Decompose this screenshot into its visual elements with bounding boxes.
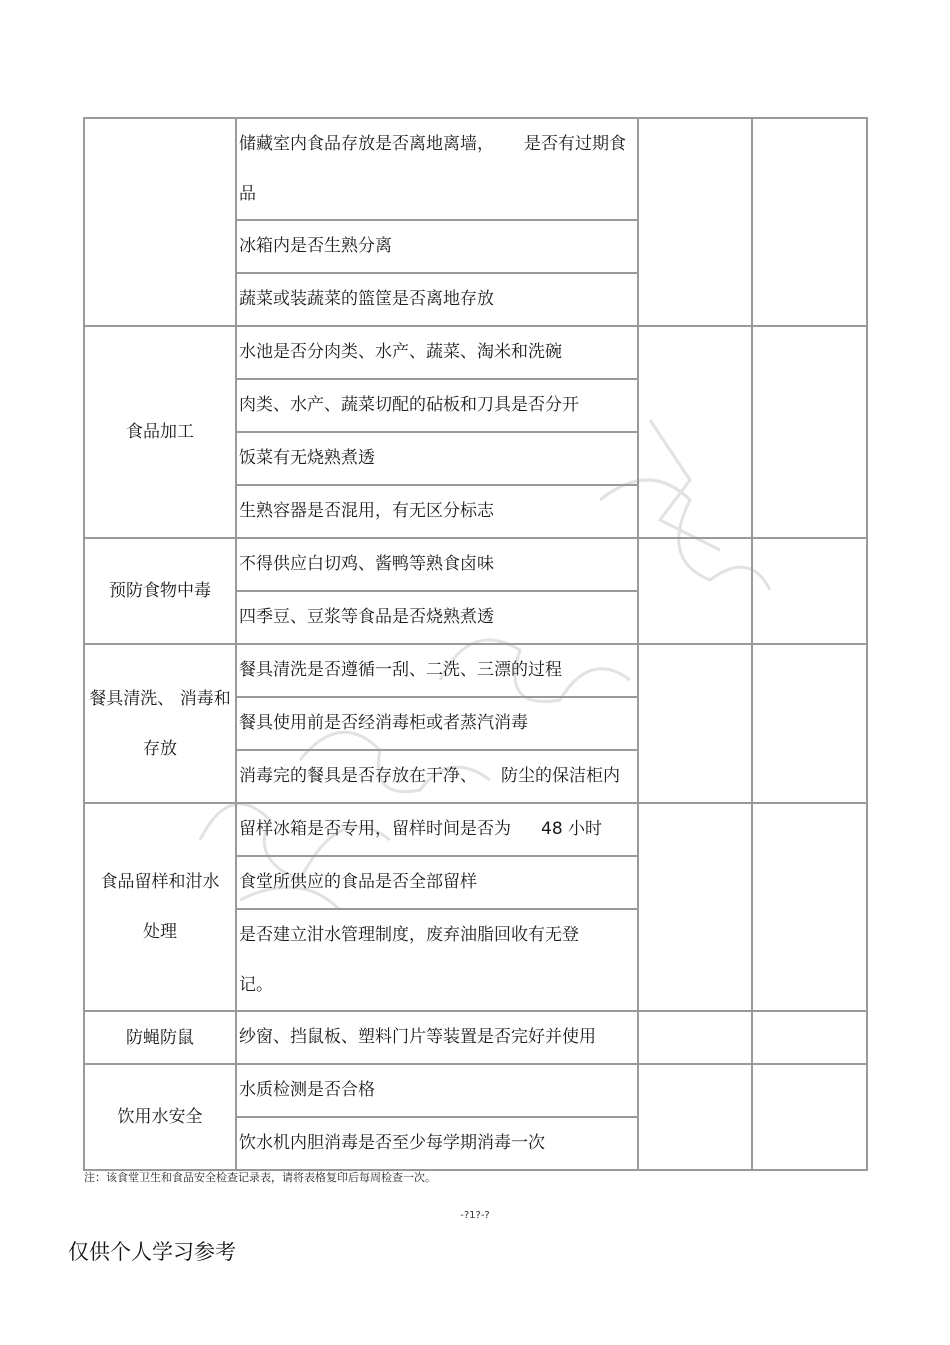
category-cell: 预防食物中毒 [84, 538, 236, 644]
result-cell [638, 644, 752, 803]
table-row [84, 803, 867, 856]
check-item: 水池是否分肉类、水产、蔬菜、淘米和洗碗 [236, 326, 638, 379]
check-item: 肉类、水产、蔬菜切配的砧板和刀具是否分开 [236, 379, 638, 432]
table-row [84, 118, 867, 220]
remark-cell [752, 118, 867, 326]
check-item: 饭菜有无烧熟煮透 [236, 432, 638, 485]
table-note: 注：该食堂卫生和食品安全检查记录表，请将表格复印后每周检查一次。 [84, 1171, 436, 1184]
check-item: 不得供应白切鸡、酱鸭等熟食卤味 [236, 538, 638, 591]
category-cell [84, 118, 236, 326]
category-label-line: 食品留样和泔水 [100, 872, 220, 892]
category-label-line: 处理 [143, 922, 177, 942]
table-row [84, 1064, 867, 1117]
category-cell [84, 803, 236, 1011]
check-item: 是否建立泔水管理制度，废弃油脂回收有无登记。 [236, 909, 638, 1011]
category-label-line: 存放 [143, 738, 177, 759]
check-item: 储藏室内食品存放是否离地离墙， 是否有过期食品 [236, 118, 638, 220]
remark-cell [752, 538, 867, 644]
result-cell [638, 118, 752, 326]
category-cell: 防蝇防鼠 [84, 1011, 236, 1064]
remark-cell [752, 803, 867, 1011]
check-item: 饮水机内胆消毒是否至少每学期消毒一次 [236, 1117, 638, 1170]
remark-cell [752, 1011, 867, 1064]
result-cell [638, 803, 752, 1011]
footer-disclaimer: 仅供个人学习参考 [68, 1240, 236, 1264]
table-row [84, 1011, 867, 1064]
check-item: 生熟容器是否混用，有无区分标志 [236, 485, 638, 538]
check-item: 餐具清洗是否遵循一刮、二洗、三漂的过程 [236, 644, 638, 697]
check-item: 冰箱内是否生熟分离 [236, 220, 638, 273]
page-number: -?1?-? [460, 1210, 490, 1221]
table-row [84, 538, 867, 591]
category-cell: 食品加工 [84, 326, 236, 538]
result-cell [638, 1064, 752, 1170]
check-item: 消毒完的餐具是否存放在干净、 防尘的保洁柜内 [236, 750, 638, 803]
check-item: 留样冰箱是否专用，留样时间是否为 48 小时 [236, 803, 638, 856]
check-item: 纱窗、挡鼠板、塑料门片等装置是否完好并使用 [236, 1011, 638, 1064]
remark-cell [752, 1064, 867, 1170]
category-cell [84, 644, 236, 803]
check-item: 餐具使用前是否经消毒柜或者蒸汽消毒 [236, 697, 638, 750]
check-item: 蔬菜或装蔬菜的篮筐是否离地存放 [236, 273, 638, 326]
result-cell [638, 1011, 752, 1064]
check-item: 四季豆、豆浆等食品是否烧熟煮透 [236, 591, 638, 644]
check-item: 水质检测是否合格 [236, 1064, 638, 1117]
table-row [84, 644, 867, 697]
check-item: 食堂所供应的食品是否全部留样 [236, 856, 638, 909]
category-cell: 饮用水安全 [84, 1064, 236, 1170]
remark-cell [752, 326, 867, 538]
table-row [84, 326, 867, 379]
category-label-line: 餐具清洗、 消毒和 [89, 688, 231, 709]
inspection-table [83, 117, 866, 1171]
remark-cell [752, 644, 867, 803]
result-cell [638, 538, 752, 644]
result-cell [638, 326, 752, 538]
